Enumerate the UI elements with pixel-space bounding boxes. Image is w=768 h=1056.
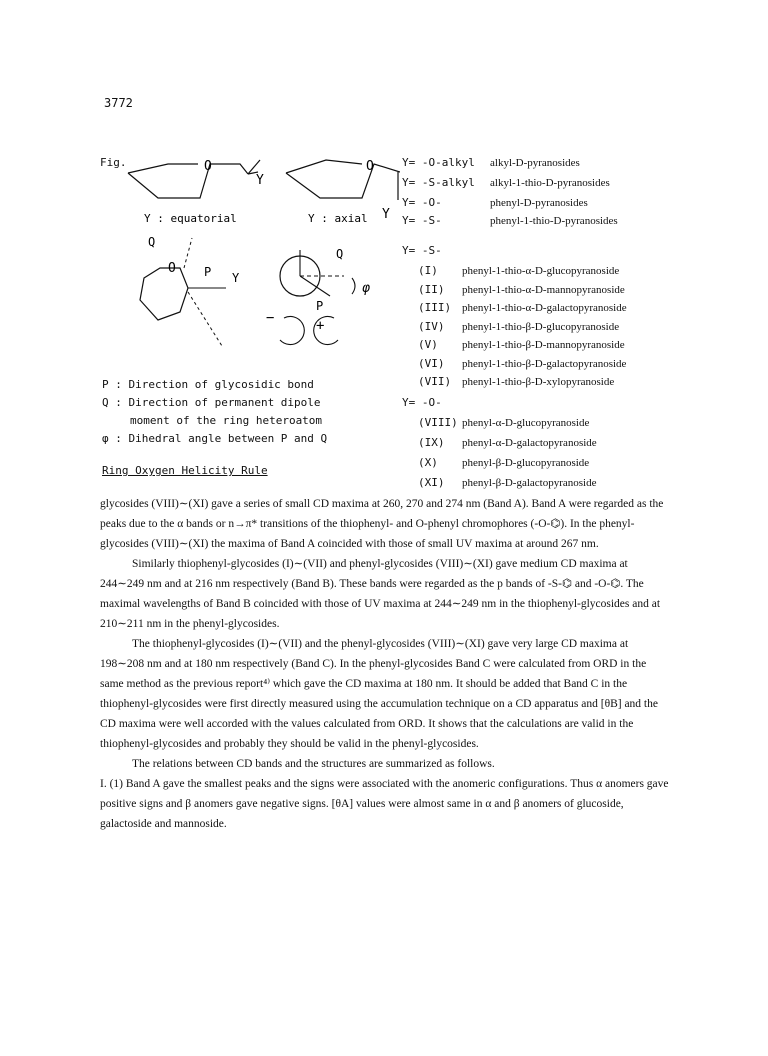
paragraph-summary: The relations between CD bands and the structures are summarized as follows. [132,758,495,770]
y-class-name: phenyl-D-pyranosides [490,197,588,209]
list-item: (X) phenyl-β-D-glucopyranoside [418,456,590,469]
y-group: Y= -O- [402,196,442,209]
paragraph-point-1: I. (1) Band A gave the smallest peaks and the signs were associated with the anomeric configurations. Thus α anomers gave positive signs and β anomers gave negative signs. [θA] values were almost same in α and β anomers of glucoside, galactoside and mannoside. [100,778,669,830]
y-class-name: alkyl-D-pyranosides [490,157,580,169]
list-item: (VIII) phenyl-α-D-glucopyranoside [418,416,590,429]
y-group: Y= -S- [402,214,442,227]
paragraph-band-c: The thiophenyl-glycosides (I)∼(VII) and the phenyl-glycosides (VIII)∼(XI) gave very large CD maxima at 198∼208 nm and at 180 nm respectively (Band C). In the phenyl-glycosides Band C were calculated from ORD in the same method as the previous report⁴⁾ which gave the CD maxima at 180 nm. It should be added that Band C in the thiophenyl-glycosides were first directly measured using the accumulation technique on a CD apparatus and [θB] and the CD maxima were well accorded with the values calculated from ORD. It shows that the calculations are valid in the thiophenyl-glycosides and probably they should be valid in the phenyl-glycosides. [100,638,658,750]
body-text [100,494,670,834]
y-class-name: phenyl-1-thio-D-pyranosides [490,215,618,227]
list-item: (VI) phenyl-1-thio-β-D-galactopyranoside [418,356,627,370]
list-item: (VII) phenyl-1-thio-β-D-xylopyranoside [418,375,615,388]
list-item: (III) phenyl-1-thio-α-D-galactopyranoside [418,301,627,314]
y-group: Y= -S-alkyl [402,176,475,189]
y-class-name: alkyl-1-thio-D-pyranosides [490,177,610,189]
conformation-diagram [100,150,400,385]
axial-caption: Y : axial [308,212,368,225]
y-group: Y= -O-alkyl [402,156,475,169]
ring-o-hex: O [168,261,176,276]
y-class-row-3 [402,196,588,209]
legend-phi: φ : Dihedral angle between P and Q [102,432,328,445]
plus-sign: + [316,318,325,334]
paragraph-band-a: glycosides (VIII)∼(XI) gave a series of small CD maxima at 260, 270 and 274 nm (Band A). Band A were regarded as the peaks due to the α bands or n→π* transitions of the thiophenyl- and O-phenyl chromophores (-O-⌬). In the phenyl-glycosides (VIII)∼(XI) the maxima of Band A coincided with those of small UV maxima at around 267 nm. [100,498,664,550]
q-label-newman: Q [336,247,344,261]
y-class-row-4 [402,214,618,227]
p-vector-label: P [204,265,212,279]
y-class-row-1 [402,156,580,169]
list-item: (V) phenyl-1-thio-β-D-mannopyranoside [418,338,625,351]
y-class-row-2 [402,176,610,189]
substituent-label-axial: Y [382,207,390,222]
thio-compound-list [418,264,627,394]
legend-q-cont: moment of the ring heteroatom [130,414,323,427]
figure-label: Fig. [100,156,127,169]
ring-oxygen-label: O [204,159,212,174]
minus-sign: − [266,310,275,326]
equatorial-caption: Y : equatorial [144,212,237,225]
list-item: (IX) phenyl-α-D-galactopyranoside [418,436,597,449]
rule-title: Ring Oxygen Helicity Rule [102,464,268,477]
oxy-compound-list [418,416,597,496]
figure [100,150,700,490]
page-number: 3772 [104,96,133,110]
list-item: (II) phenyl-1-thio-α-D-mannopyranoside [418,282,625,296]
legend-q: Q : Direction of permanent dipole [102,396,321,409]
paragraph-band-b: Similarly thiophenyl-glycosides (I)∼(VII) and phenyl-glycosides (VIII)∼(XI) gave medium CD maxima at 244∼249 nm and at 216 nm respectively (Band B). These bands were regarded as the p bands of -S-⌬ and -O-⌬. The maximal wavelengths of Band B coincided with those of UV maxima at 244∼249 nm in the thiophenyl-glycosides and at 210∼211 nm in the phenyl-glycosides. [100,558,661,630]
ring-oxygen-label-axial: O [366,159,374,174]
group-o-label: Y= -O- [402,396,442,409]
list-item: (I) phenyl-1-thio-α-D-glucopyranoside [418,264,620,277]
legend-p: P : Direction of glycosidic bond [102,378,314,391]
q-vector-label: Q [148,235,156,249]
substituent-label: Y [256,173,264,188]
p-label-newman: P [316,299,324,313]
list-item: (IV) phenyl-1-thio-β-D-glucopyranoside [418,319,620,333]
y-on-hex: Y [232,271,240,285]
group-s-label: Y= -S- [402,244,442,257]
phi-label: φ [362,281,370,296]
list-item: (XI) phenyl-β-D-galactopyranoside [418,476,597,489]
